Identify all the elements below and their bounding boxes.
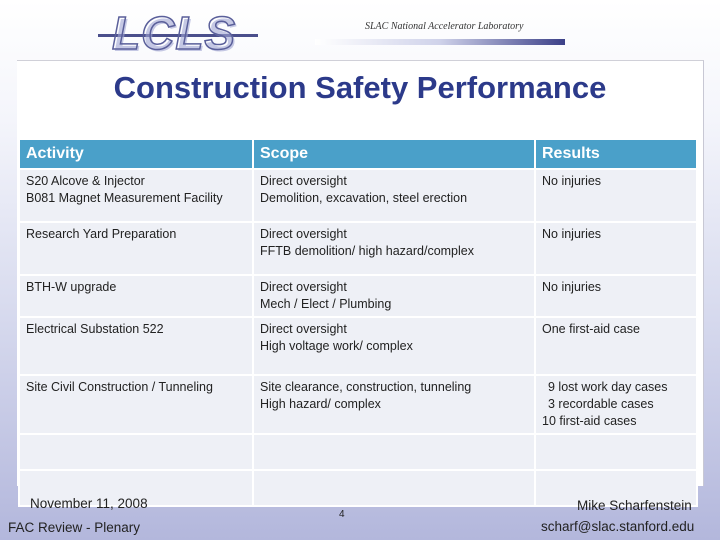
scope-cell: [253, 375, 535, 434]
activity-cell: [19, 275, 253, 317]
scope-cell: [253, 222, 535, 275]
cell-line: B081 Magnet Measurement Facility: [26, 191, 223, 205]
results-cell: [535, 375, 697, 434]
cell-line: Site clearance, construction, tunneling: [260, 380, 472, 394]
cell-line: Direct oversight: [260, 227, 347, 241]
slide-header: [0, 0, 720, 60]
slide-title: Construction Safety Performance: [113, 70, 607, 105]
header-gradient-bar: [315, 39, 565, 45]
cell-line: 9 lost work day cases: [548, 380, 668, 394]
scope-cell: [253, 169, 535, 222]
safety-table: [18, 138, 698, 507]
cell-line: Electrical Substation 522: [26, 322, 164, 336]
lcls-logo: LCLS: [112, 7, 237, 59]
scope-cell: [253, 317, 535, 375]
cell-line: FFTB demolition/ high hazard/complex: [260, 244, 474, 258]
activity-cell: [19, 222, 253, 275]
footer-date: November 11, 2008: [30, 496, 148, 511]
cell-line: High hazard/ complex: [260, 397, 381, 411]
footer-review: FAC Review - Plenary: [8, 520, 141, 535]
cell-line: Direct oversight: [260, 174, 347, 188]
cell-line: One first-aid case: [542, 322, 640, 336]
activity-cell: [19, 317, 253, 375]
cell-line: 10 first-aid cases: [542, 414, 637, 428]
header-activity: Activity: [19, 139, 253, 169]
cell-line: Site Civil Construction / Tunneling: [26, 380, 213, 394]
page-number: 4: [339, 509, 345, 520]
cell-line: BTH-W upgrade: [26, 280, 117, 294]
scope-cell: [253, 275, 535, 317]
cell-line: S20 Alcove & Injector: [26, 174, 145, 188]
cell-line: Demolition, excavation, steel erection: [260, 191, 468, 205]
table-row: [19, 169, 697, 222]
results-cell: [535, 317, 697, 375]
footer-author: Mike Scharfenstein: [577, 498, 692, 513]
table-row: [19, 375, 697, 434]
empty-cell: [19, 434, 253, 470]
activity-cell: [19, 169, 253, 222]
results-cell: [535, 169, 697, 222]
cell-line: Direct oversight: [260, 280, 347, 294]
empty-row: [19, 434, 697, 470]
empty-cell: [253, 470, 535, 506]
header-scope: Scope: [253, 139, 535, 169]
cell-line: No injuries: [542, 280, 602, 294]
table-header-row: [19, 139, 697, 169]
results-cell: [535, 222, 697, 275]
lab-name: SLAC National Accelerator Laboratory: [365, 21, 524, 32]
empty-cell: [253, 434, 535, 470]
cell-line: 3 recordable cases: [548, 397, 654, 411]
table-row: [19, 275, 697, 317]
results-cell: [535, 275, 697, 317]
cell-line: No injuries: [542, 227, 602, 241]
table-row: [19, 317, 697, 375]
cell-line: High voltage work/ complex: [260, 339, 413, 353]
cell-line: Mech / Elect / Plumbing: [260, 297, 392, 311]
cell-line: No injuries: [542, 174, 602, 188]
header-results: Results: [535, 139, 697, 169]
activity-cell: [19, 375, 253, 434]
table-row: [19, 222, 697, 275]
cell-line: Research Yard Preparation: [26, 227, 177, 241]
cell-line: Direct oversight: [260, 322, 347, 336]
footer-email: scharf@slac.stanford.edu: [541, 519, 695, 534]
empty-cell: [535, 434, 697, 470]
